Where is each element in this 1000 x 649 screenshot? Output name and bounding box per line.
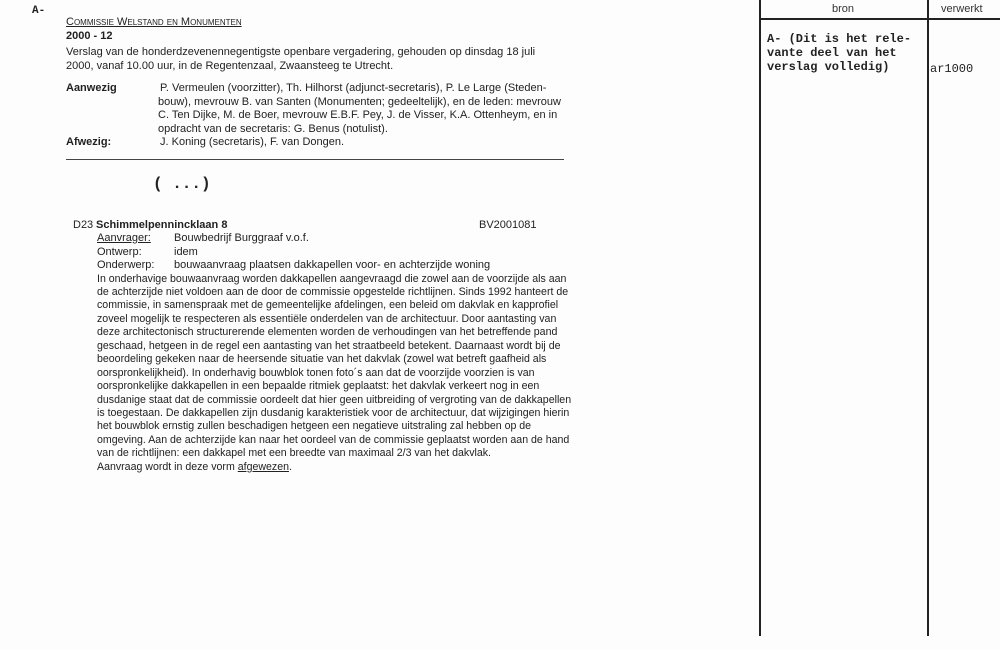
field-label: Aanvrager: (97, 232, 151, 244)
intro-line: Verslag van de honderdzevenennegentigste openbare vergadering, gehouden op dinsdag 18 juli (66, 46, 536, 58)
verwerkt-cell: ar1000 (930, 62, 974, 76)
bron-cell (767, 32, 911, 74)
field-label: Ontwerp: (97, 245, 142, 258)
body-line: zoveel mogelijk te respecteren als essentiële onderdelen van de architectuur. Door aantasting van (97, 312, 557, 325)
item-ref: BV2001081 (479, 219, 537, 231)
decision-suffix: . (288, 461, 292, 473)
body-line: de achterzijde niet voldoen aan de door de commissie opgestelde richtlijnen. Sinds 1992 hanteert de (97, 285, 569, 298)
col-header-verwerkt: verwerkt (941, 3, 983, 15)
body-line: oorspronkelijke dakkapellen in een bepaalde ritmiek geplaatst: het dakvlak verkeert nog in een (97, 380, 540, 393)
body-line: omgeving. Aan de achterzijde kan naar het oordeel van de commissie geplaatst worden aan de hand (97, 433, 570, 446)
decision-prefix: Aanvraag wordt in deze vorm (97, 461, 238, 473)
margin-marker: A- (32, 5, 46, 17)
field-value: bouwaanvraag plaatsen dakkapellen voor- en achterzijde woning (174, 259, 491, 271)
body-line: beoordeling gekeken naar de heersende situatie van het dakvlak (zowel wat betreft gaafheid als (97, 353, 547, 366)
item-code: D23 (73, 219, 94, 231)
table-border-mid (927, 0, 929, 636)
absent-text: J. Koning (secretaris), F. van Dongen. (160, 136, 345, 148)
present-line: P. Vermeulen (voorzitter), Th. Hilhorst (adjunct-secretaris), P. Le Large (Steden- (160, 82, 547, 94)
col-header-bron: bron (832, 3, 855, 15)
table-border-left (759, 0, 761, 636)
absent-label: Afwezig: (66, 136, 112, 148)
decision: afgewezen (237, 461, 289, 473)
decision-line (97, 461, 292, 473)
present-line: opdracht van de secretaris: G. Benus (notulist). (158, 122, 388, 135)
separator (66, 159, 564, 160)
field-value: idem (174, 245, 198, 258)
body-line: het bouwblok ernstig zullen beschadigen hetgeen een negatieve uitstraling zal hebben op de (97, 420, 532, 433)
body-line: In onderhavige bouwaanvraag worden dakkapellen aangevraagd die zowel aan de voorzijde als aan (97, 272, 567, 285)
bron-line: verslag volledig) (767, 60, 890, 74)
meeting-number: 2000 - 12 (66, 30, 113, 42)
ellipsis: ( ...) (153, 175, 211, 193)
field-value: Bouwbedrijf Burggraaf v.o.f. (174, 232, 309, 244)
body-line: commissie, in samenspraak met de gemeentelijke afdelingen, een beleid om dakvlak en kapprofiel (97, 299, 559, 312)
field-label: Onderwerp: (97, 259, 155, 271)
bron-line: A- (Dit is het rele- (767, 32, 912, 46)
item-title: Schimmelpennincklaan 8 (96, 219, 228, 231)
body-line: geschaad, hetgeen in de regel een aantasting van het straatbeeld betekent. Daarnaast wordt bij de (97, 339, 561, 352)
org-title: Commissie Welstand en Monumenten (66, 16, 242, 28)
present-label: Aanwezig (66, 82, 117, 94)
body-line: oorspronkelijkheid). In onderhavig bouwblok tonen foto´s aan dat de voorzijde voorzien is van (97, 366, 535, 379)
body-line: van de richtlijnen: een dakkapel met een breedte van maximaal 2/3 van het dakvlak. (97, 447, 491, 460)
body-line: deze architectonisch structurerende elementen worden de verhoudingen van het betreffende pand (97, 326, 558, 339)
intro-line: 2000, vanaf 10.00 uur, in de Regentenzaal, Zwaansteeg te Utrecht. (66, 60, 394, 72)
body-line: is toegestaan. De dakkapellen zijn dusdanig karakteristiek voor de architectuur, dat wijzigingen hierin (97, 407, 570, 419)
present-line: bouw), mevrouw B. van Santen (Monumenten; gedeeltelijk), en de leden: mevrouw (158, 95, 561, 108)
table-header-rule (759, 18, 1000, 20)
bron-line: vante deel van het (767, 46, 897, 60)
present-line: C. Ten Dijke, M. de Boer, mevrouw E.B.F. Pey, J. de Visser, K.A. Ottenheym, en in (158, 109, 558, 121)
body-line: dusdanige staat dat de commissie oordeelt dat hier geen uitbreiding of vergroting van de dakkapellen (97, 393, 572, 406)
